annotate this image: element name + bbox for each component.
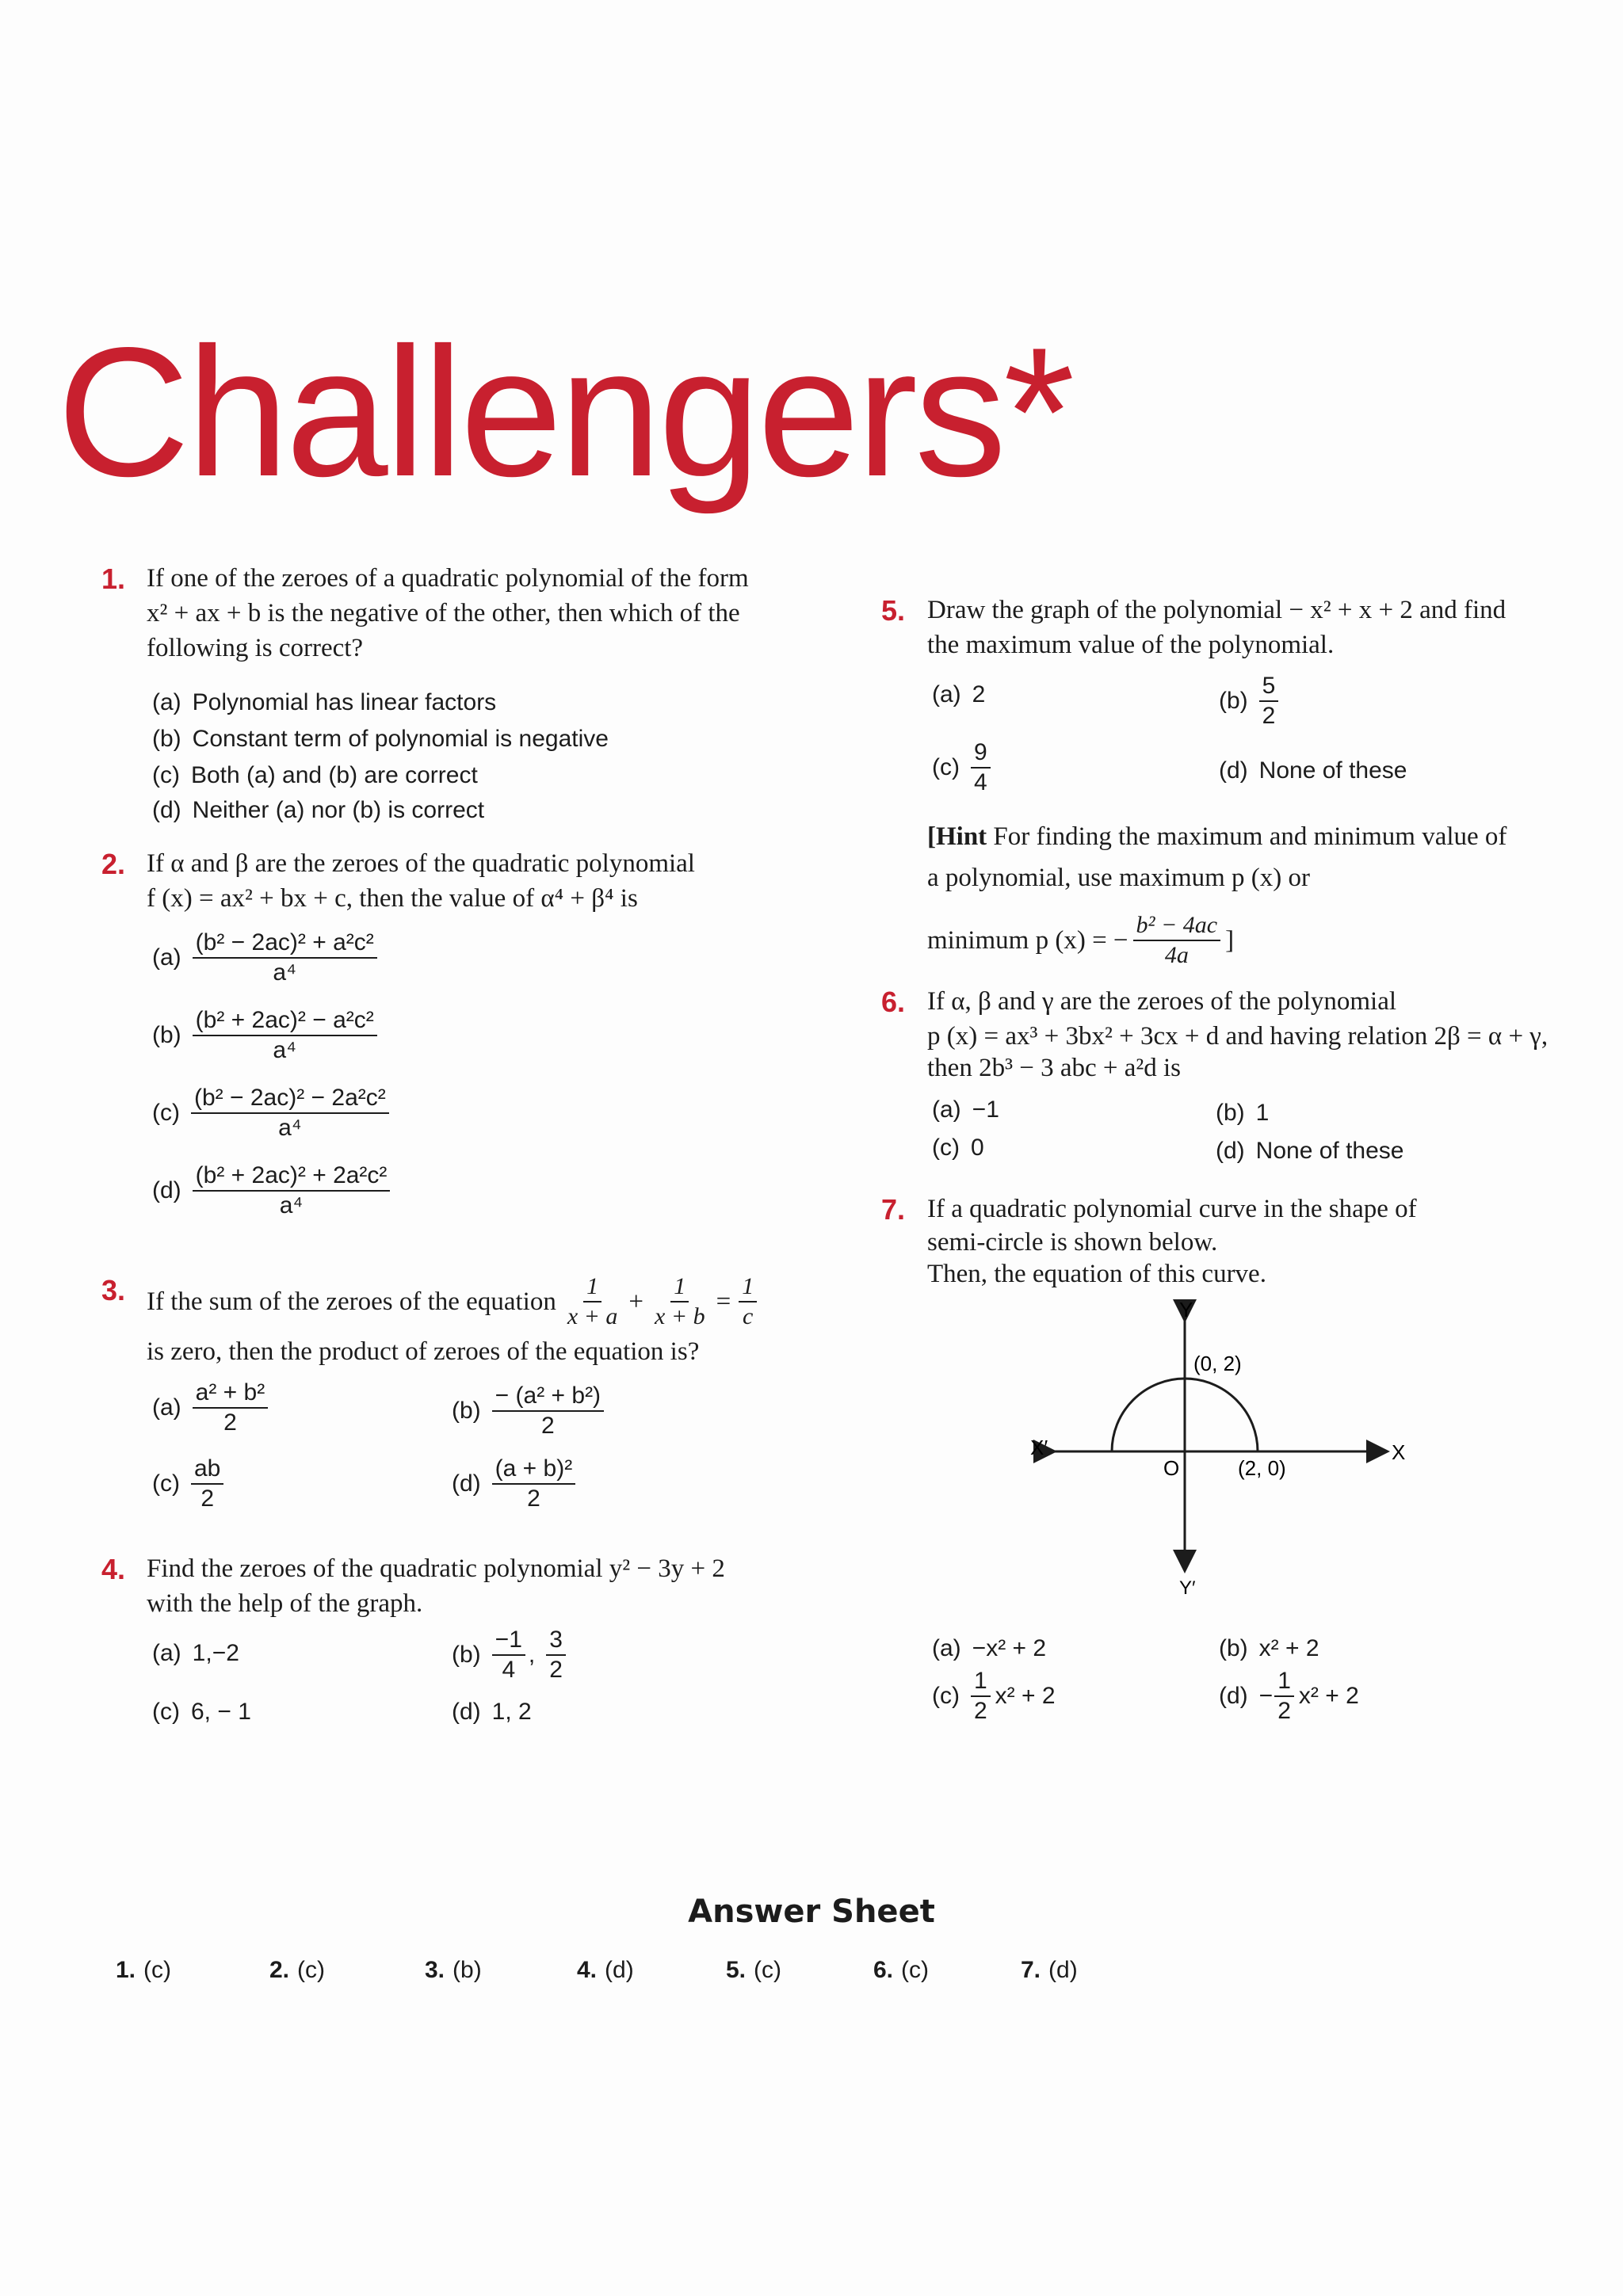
option-label: (b) [152, 726, 181, 752]
right-point-label: (2, 0) [1238, 1456, 1286, 1480]
option-text: Both (a) and (b) are correct [190, 762, 478, 788]
q5-line2: the maximum value of the polynomial. [927, 631, 1335, 659]
x-neg-axis-label: X′ [1030, 1436, 1048, 1459]
option-label: (c) [152, 1699, 180, 1725]
fraction [492, 1455, 576, 1513]
denominator: 2 [223, 1409, 237, 1436]
fraction [1274, 1667, 1294, 1726]
answer-number: 3. [425, 1957, 445, 1983]
q5-hint-line1 [927, 819, 1507, 854]
answer-number: 7. [1021, 1957, 1041, 1983]
q3-line2: is zero, then the product of zeroes of the equation is? [147, 1337, 700, 1366]
answer-value: (d) [1048, 1957, 1078, 1983]
option-label: (c) [932, 1135, 960, 1161]
q4-option-c [152, 1699, 251, 1726]
numerator: ab [191, 1455, 223, 1485]
option-tail: x² + 2 [1298, 1683, 1359, 1709]
option-label: (b) [452, 1398, 481, 1424]
q5-number: 5. [881, 594, 906, 627]
q3-line1 [147, 1272, 757, 1331]
q4-line2: with the help of the graph. [147, 1589, 423, 1618]
option-label: (c) [152, 1100, 180, 1126]
q6-option-d [1216, 1138, 1403, 1165]
fraction [651, 1272, 708, 1331]
option-label: (a) [152, 1394, 181, 1421]
option-label: (a) [152, 944, 181, 971]
q5-hint-line2: a polynomial, use maximum p (x) or [927, 864, 1310, 892]
q2-option-d [152, 1161, 390, 1220]
answer-value: (c) [754, 1957, 782, 1983]
option-text: 6, − 1 [190, 1699, 251, 1725]
answer-item [726, 1957, 781, 1984]
q3-number: 3. [101, 1274, 126, 1306]
q7-number: 7. [881, 1193, 906, 1226]
answer-item [116, 1957, 171, 1984]
answer-item [577, 1957, 634, 1984]
numerator: 9 [971, 738, 991, 769]
q1-line3: following is correct? [147, 634, 364, 662]
q7-line3: Then, the equation of this curve. [927, 1260, 1266, 1288]
q5-line1: Draw the graph of the polynomial − x² + x + 2 and find [927, 596, 1507, 624]
q5-option-c [932, 738, 991, 797]
q6-number: 6. [881, 986, 906, 1018]
q3-option-a [152, 1379, 268, 1437]
answer-number: 1. [116, 1957, 136, 1983]
option-label: (a) [932, 1635, 961, 1661]
option-label: (a) [932, 1097, 961, 1123]
option-text: 1, 2 [491, 1699, 532, 1725]
numerator: 3 [546, 1626, 566, 1656]
answer-item [873, 1957, 929, 1984]
q1-option-c [152, 762, 478, 789]
option-label: (d) [452, 1699, 481, 1725]
answer-number: 4. [577, 1957, 598, 1983]
answer-item [269, 1957, 325, 1984]
answer-sheet-title: Answer Sheet [688, 1894, 935, 1930]
numerator: −1 [492, 1626, 525, 1656]
option-label: (b) [1219, 1635, 1248, 1661]
q7-line2: semi-circle is shown below. [927, 1228, 1218, 1257]
equals-sign: = [716, 1287, 731, 1316]
q2-line2: f (x) = ax² + bx + c, then the value of α⁴ + β⁴ is [147, 884, 638, 913]
fraction [1259, 672, 1279, 730]
fraction [546, 1626, 566, 1684]
q6-line3: then 2b³ − 3 abc + a²d is [927, 1054, 1182, 1082]
numerator: 5 [1259, 672, 1279, 702]
y-neg-axis-label: Y′ [1179, 1577, 1196, 1599]
q5-option-b [1219, 672, 1278, 730]
q5-hint-line3 [927, 911, 1234, 970]
answer-value: (c) [297, 1957, 326, 1983]
hint-close: ] [1225, 926, 1235, 955]
fraction [971, 1667, 991, 1726]
numerator: (b² − 2ac)² + a²c² [193, 929, 377, 959]
q4-line1: Find the zeroes of the quadratic polynomial y² − 3y + 2 [147, 1554, 725, 1583]
option-text: Polynomial has linear factors [192, 689, 497, 715]
denominator: 4a [1164, 942, 1189, 968]
denominator: a⁴ [273, 1037, 296, 1063]
option-text: 1 [1255, 1100, 1270, 1126]
option-text: Constant term of polynomial is negative [192, 726, 609, 752]
fraction [193, 929, 377, 987]
q6-option-a [932, 1097, 999, 1123]
denominator: 2 [200, 1486, 215, 1512]
numerator: (b² + 2ac)² + 2a²c² [193, 1161, 391, 1192]
q6-line1: If α, β and γ are the zeroes of the polynomial [927, 987, 1397, 1016]
option-text: 0 [970, 1135, 984, 1161]
semicircle-graph [1030, 1299, 1411, 1600]
denominator: 4 [502, 1657, 516, 1683]
q6-option-c [932, 1135, 984, 1161]
option-text: 1,−2 [192, 1640, 239, 1666]
q7-line1: If a quadratic polynomial curve in the shape of [927, 1195, 1417, 1223]
option-tail: x² + 2 [995, 1683, 1056, 1709]
q1-option-b [152, 726, 609, 753]
fraction [1133, 911, 1221, 970]
numerator: b² − 4ac [1133, 911, 1221, 941]
answer-number: 2. [269, 1957, 290, 1983]
fraction [739, 1272, 757, 1331]
denominator: 2 [1277, 1698, 1291, 1724]
answer-value: (d) [605, 1957, 634, 1983]
q6-option-b [1216, 1100, 1269, 1127]
numerator: (a + b)² [492, 1455, 576, 1485]
hint-text: For finding the maximum and minimum value of [993, 822, 1507, 851]
q3-option-d [452, 1455, 575, 1513]
denominator: a⁴ [273, 959, 296, 986]
answer-item [1021, 1957, 1078, 1984]
q2-line1: If α and β are the zeroes of the quadratic polynomial [147, 849, 695, 878]
option-text: x² + 2 [1258, 1635, 1319, 1661]
denominator: 2 [973, 1698, 987, 1724]
fraction [191, 1084, 389, 1142]
q2-option-c [152, 1084, 389, 1142]
numerator: 1 [583, 1272, 601, 1302]
denominator: x + a [567, 1303, 618, 1329]
q7-option-b [1219, 1635, 1319, 1662]
q7-option-d [1219, 1667, 1359, 1726]
q4-option-a [152, 1640, 239, 1667]
answer-value: (b) [453, 1957, 482, 1983]
option-text: Neither (a) nor (b) is correct [192, 797, 485, 823]
q2-number: 2. [101, 848, 126, 880]
q1-option-a [152, 689, 496, 716]
denominator: a⁴ [279, 1192, 304, 1219]
comma: , [528, 1642, 536, 1668]
q1-line1: If one of the zeroes of a quadratic polynomial of the form [147, 564, 749, 593]
denominator: c [743, 1303, 754, 1329]
option-label: (d) [1219, 1683, 1248, 1709]
option-label: (c) [152, 1470, 180, 1497]
denominator: 2 [549, 1657, 563, 1683]
option-label: (b) [1216, 1100, 1245, 1126]
numerator: a² + b² [193, 1379, 269, 1409]
denominator: 2 [527, 1486, 540, 1512]
hint-label: [Hint [927, 822, 987, 851]
option-label: (b) [152, 1022, 181, 1048]
q4-number: 4. [101, 1553, 126, 1585]
option-label: (b) [452, 1642, 481, 1668]
denominator: 2 [541, 1413, 555, 1439]
fraction [193, 1006, 377, 1065]
option-label: (d) [1219, 757, 1248, 784]
x-axis-label: X [1392, 1440, 1406, 1464]
q3-option-c [152, 1455, 223, 1513]
plus-sign: + [628, 1287, 644, 1316]
option-label: (d) [152, 1177, 181, 1203]
option-label: (a) [932, 681, 961, 707]
answer-value: (c) [143, 1957, 172, 1983]
top-point-label: (0, 2) [1193, 1352, 1242, 1375]
option-label: (b) [1219, 688, 1248, 714]
fraction [191, 1455, 223, 1513]
fraction [564, 1272, 621, 1331]
y-axis-label: Y [1179, 1299, 1193, 1322]
option-label: (c) [932, 754, 960, 780]
q1-number: 1. [101, 563, 126, 595]
answer-value: (c) [901, 1957, 930, 1983]
option-text: −x² + 2 [972, 1635, 1047, 1661]
option-label: (c) [152, 762, 180, 788]
denominator: 2 [1262, 703, 1276, 729]
denominator: x + b [655, 1303, 705, 1329]
fraction [492, 1626, 525, 1684]
numerator: 1 [971, 1667, 991, 1697]
option-text: −1 [972, 1097, 999, 1123]
option-label: (d) [452, 1470, 481, 1497]
q3-text: If the sum of the zeroes of the equation [147, 1287, 556, 1316]
numerator: 1 [670, 1272, 689, 1302]
answer-number: 5. [726, 1957, 747, 1983]
numerator: (b² + 2ac)² − a²c² [193, 1006, 377, 1036]
q7-option-a [932, 1635, 1046, 1662]
denominator: a⁴ [278, 1115, 302, 1141]
q5-option-d [1219, 757, 1407, 784]
option-label: (a) [152, 1640, 181, 1666]
q6-line2: p (x) = ax³ + 3bx² + 3cx + d and having relation 2β = α + γ, [927, 1022, 1549, 1051]
q5-option-a [932, 681, 985, 708]
numerator: − (a² + b²) [492, 1382, 604, 1412]
numerator: (b² − 2ac)² − 2a²c² [191, 1084, 389, 1114]
q3-option-b [452, 1382, 604, 1440]
option-sign: − [1258, 1683, 1274, 1709]
option-label: (a) [152, 689, 181, 715]
hint-text: minimum p (x) = − [927, 926, 1128, 955]
q2-option-b [152, 1006, 377, 1065]
option-text: 2 [972, 681, 986, 707]
numerator: 1 [739, 1272, 757, 1302]
answer-number: 6. [873, 1957, 894, 1983]
fraction [492, 1382, 604, 1440]
numerator: 1 [1274, 1667, 1294, 1697]
page-title: Challengers* [57, 310, 1072, 515]
option-label: (d) [1216, 1138, 1245, 1164]
answer-item [425, 1957, 482, 1984]
option-label: (d) [152, 797, 181, 823]
q1-line2: x² + ax + b is the negative of the other, then which of the [147, 599, 740, 627]
q4-option-b [452, 1626, 566, 1684]
q2-option-a [152, 929, 377, 987]
q1-option-d [152, 797, 484, 824]
option-text: None of these [1255, 1138, 1404, 1164]
option-text: None of these [1258, 757, 1407, 784]
option-label: (c) [932, 1683, 960, 1709]
origin-label: O [1163, 1456, 1180, 1480]
denominator: 4 [973, 769, 987, 795]
q4-option-d [452, 1699, 532, 1726]
fraction [193, 1379, 269, 1437]
fraction [193, 1161, 391, 1220]
fraction [971, 738, 991, 797]
q7-option-c [932, 1667, 1056, 1726]
